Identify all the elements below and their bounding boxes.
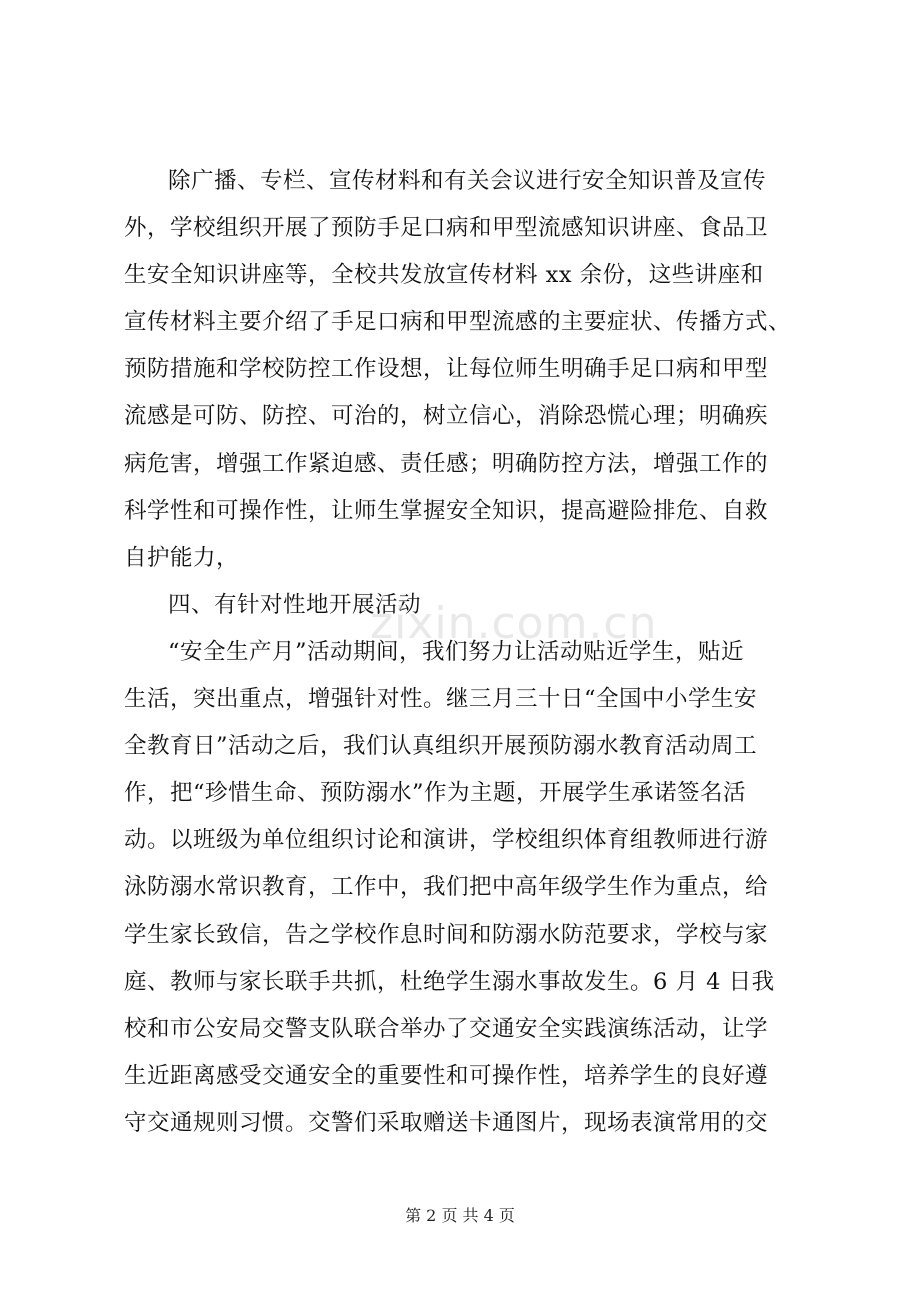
text-line: 全教育日”活动之后，我们认真组织开展预防溺水教育活动周工 <box>124 733 758 760</box>
text-line: 预防措施和学校防控工作设想，让每位师生明确手足口病和甲型 <box>124 356 769 383</box>
text-line: 除广播、专栏、宣传材料和有关会议进行安全知识普及宣传 <box>168 168 767 194</box>
page-footer: 第 2 页 共 4 页 <box>405 1206 515 1225</box>
document-body <box>124 158 824 1147</box>
text-line: “安全生产月”活动期间，我们努力让活动贴近学生，贴近 <box>168 638 745 665</box>
text-line: 四、有针对性地开展活动 <box>168 591 422 618</box>
text-line: 科学性和可操作性，让师生掌握安全知识，提高避险排危、自救 <box>124 497 769 524</box>
text-line: 生近距离感受交通安全的重要性和可操作性，培养学生的良好遵 <box>124 1062 769 1089</box>
text-line: 病危害，增强工作紧迫感、责任感；明确防控方法，增强工作的 <box>124 450 769 477</box>
text-line: 学生家长致信，告之学校作息时间和防溺水防范要求，学校与家 <box>124 921 769 948</box>
watermark: zixin.com.cn <box>370 598 658 649</box>
text-line: 动。以班级为单位组织讨论和演讲，学校组织体育组教师进行游 <box>124 827 769 854</box>
text-line: 流感是可防、防控、可治的，树立信心，消除恐慌心理；明确疾 <box>124 403 769 430</box>
text-line: 生活，突出重点，增强针对性。继三月三十日“全国中小学生安 <box>124 686 758 713</box>
text-line: 作，把“珍惜生命、预防溺水”作为主题，开展学生承诺签名活 <box>124 780 747 807</box>
text-line: 守交通规则习惯。交警们采取赠送卡通图片，现场表演常用的交 <box>124 1109 769 1136</box>
text-line: 泳防溺水常识教育，工作中，我们把中高年级学生作为重点，给 <box>124 874 769 901</box>
text-line: 生安全知识讲座等，全校共发放宣传材料 xx 余份，这些讲座和 <box>124 262 764 289</box>
text-line: 外，学校组织开展了预防手足口病和甲型流感知识讲座、食品卫 <box>124 215 769 242</box>
text-line: 庭、教师与家长联手共抓，杜绝学生溺水事故发生。6 月 4 日我 <box>124 968 775 995</box>
text-line: 校和市公安局交警支队联合举办了交通安全实践演练活动，让学 <box>124 1015 769 1042</box>
text-line: 自护能力， <box>124 544 240 571</box>
text-line: 宣传材料主要介绍了手足口病和甲型流感的主要症状、传播方式、 <box>124 309 792 336</box>
